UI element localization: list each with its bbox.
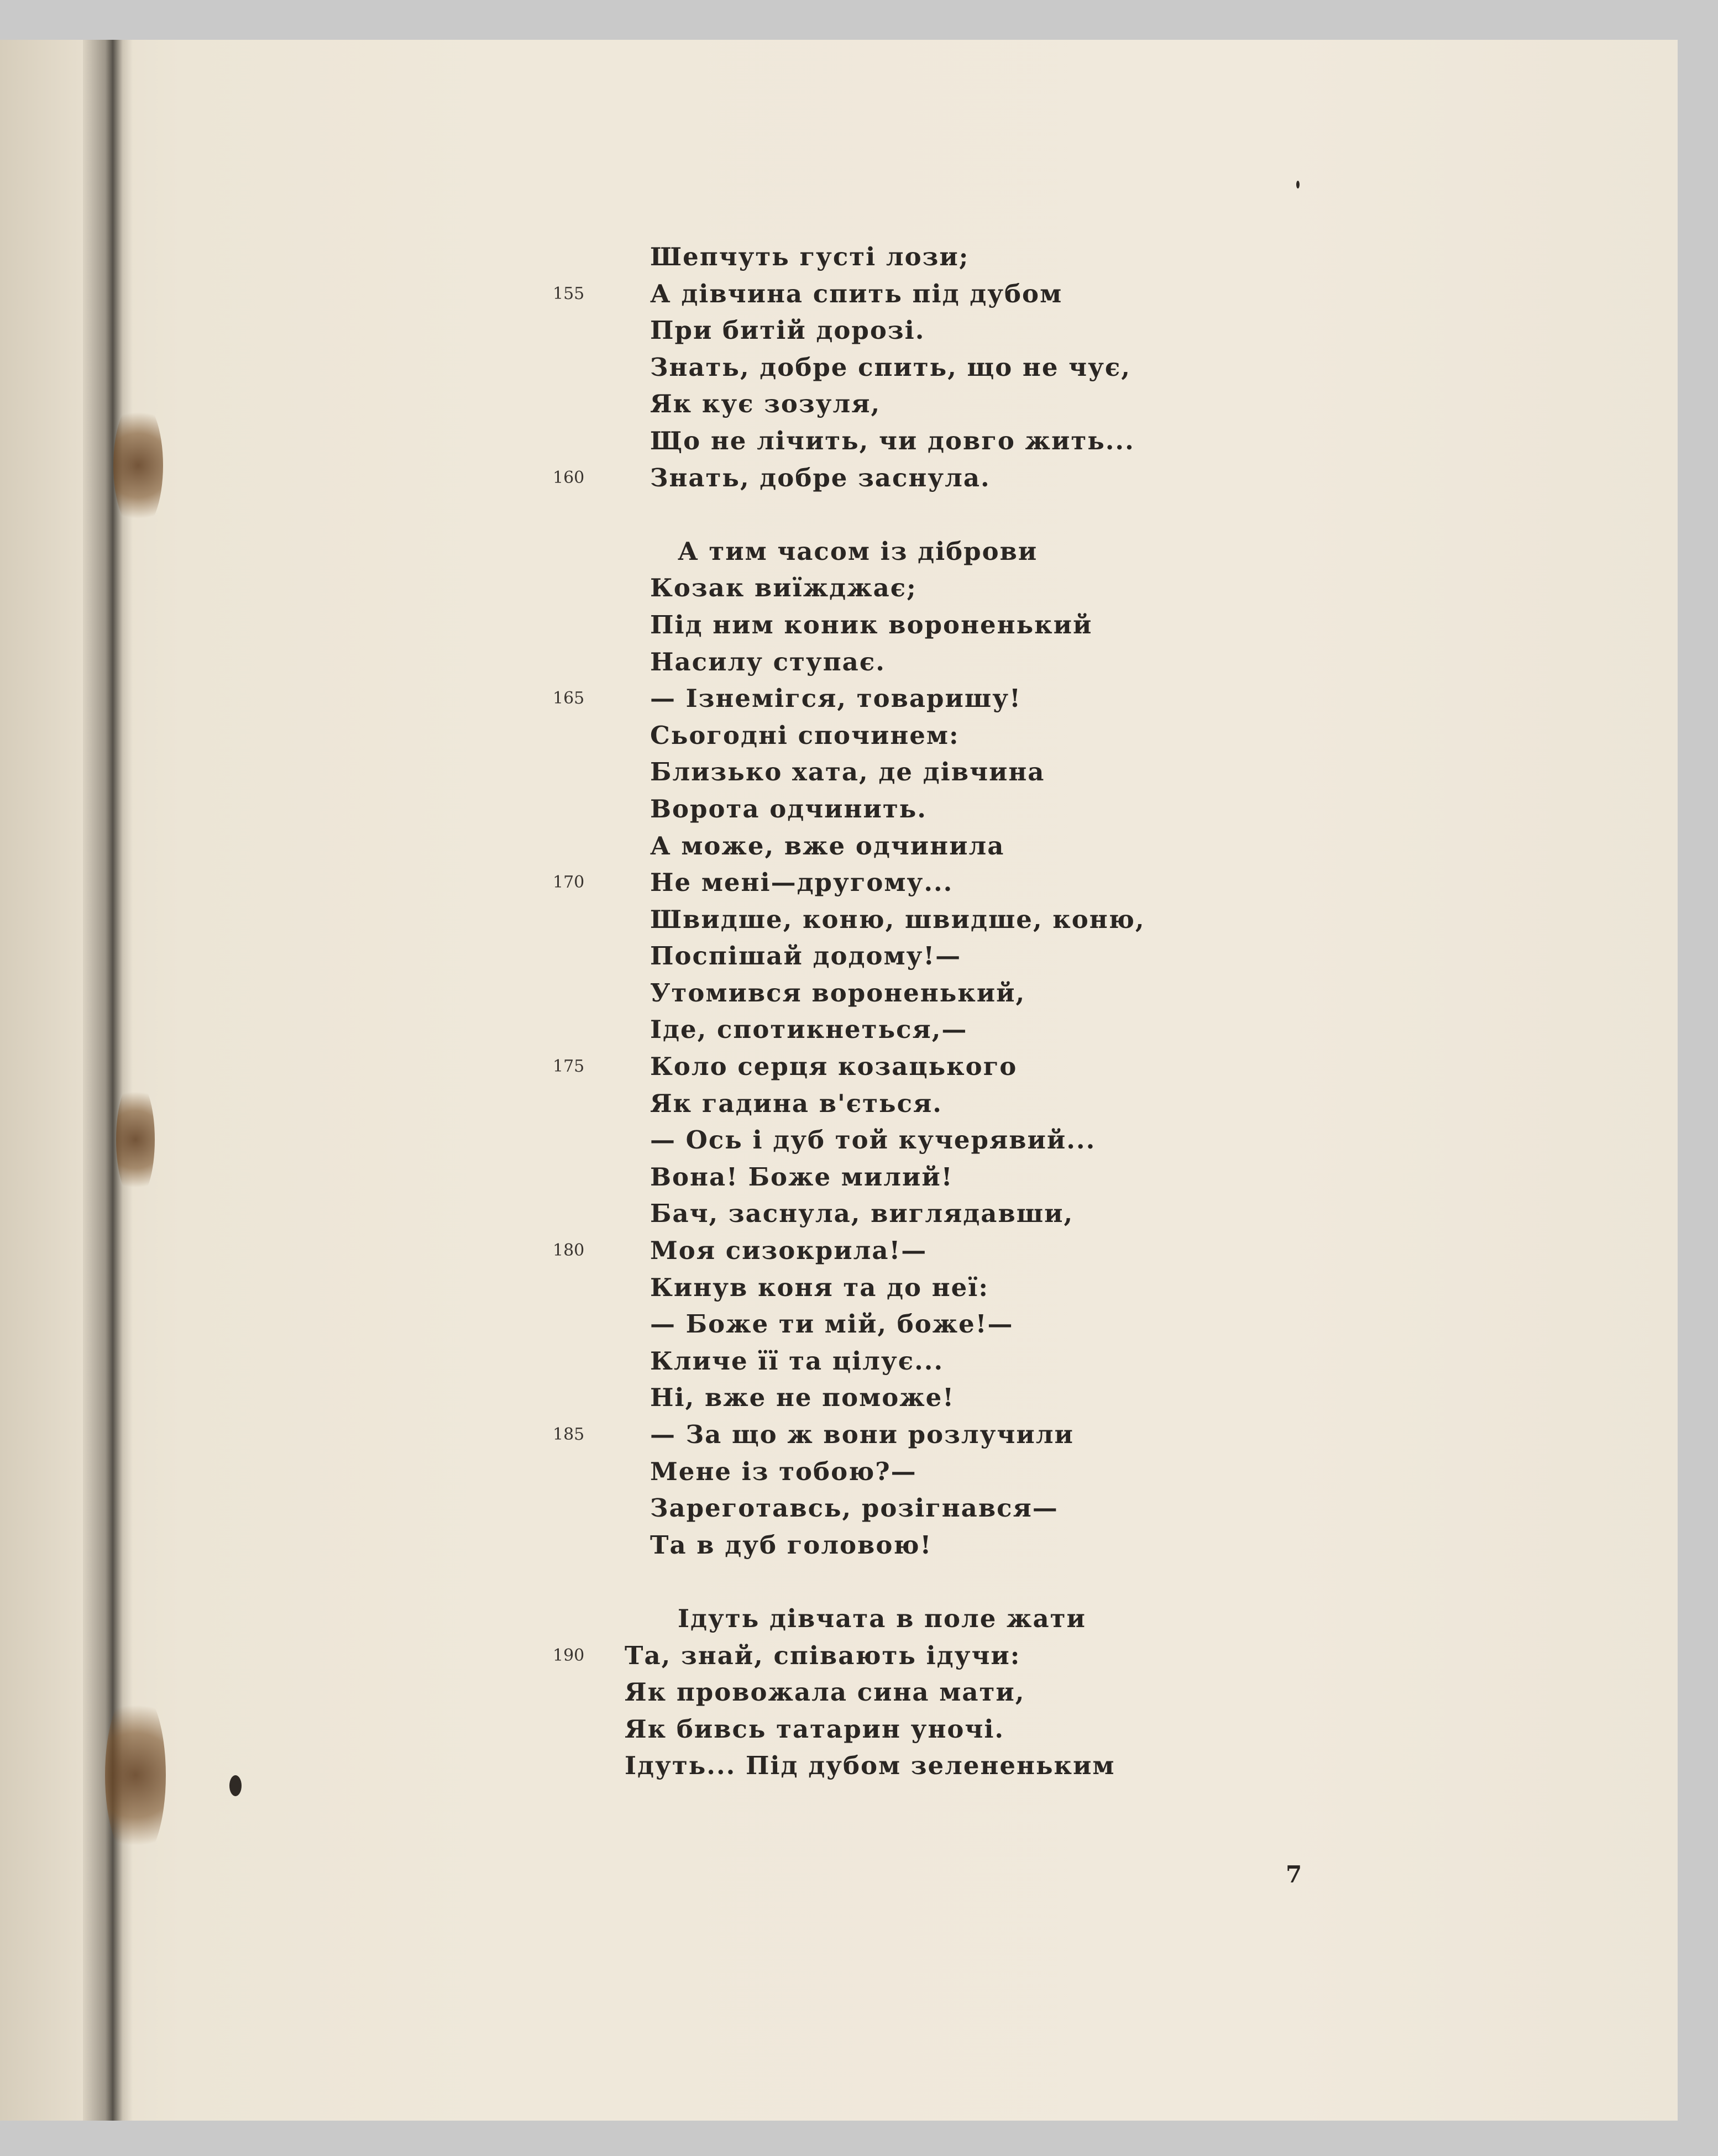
line-text: Ідуть дівчата в поле жати — [678, 1603, 1086, 1633]
poem-line — [553, 644, 1382, 681]
poem-line — [553, 423, 1382, 460]
line-text: Поспішай додому!— — [650, 941, 962, 971]
poem-line — [553, 680, 1382, 717]
poem-line — [553, 975, 1382, 1012]
line-number: 170 — [553, 873, 585, 893]
poem-line — [553, 239, 1382, 276]
line-text: Бач, заснула, виглядавши, — [650, 1199, 1074, 1229]
line-text: Зареготавсь, розігнався— — [650, 1493, 1059, 1523]
rust-stain-bottom — [105, 1687, 166, 1864]
stanza-break — [553, 1564, 1382, 1601]
line-text: Як провожала сина мати, — [625, 1677, 1025, 1707]
poem-line — [553, 1379, 1382, 1417]
poem-line — [553, 1417, 1382, 1454]
poem-line — [553, 1085, 1382, 1122]
poem-line — [553, 1048, 1382, 1085]
line-text: Ідуть... Під дубом зелененьким — [625, 1751, 1115, 1781]
poem-line — [553, 1270, 1382, 1307]
line-text: Не мені—другому... — [650, 868, 954, 898]
line-number: 190 — [553, 1645, 585, 1665]
poem-line — [553, 901, 1382, 938]
line-text: Шепчуть густі лози; — [650, 242, 970, 271]
poem-line — [553, 754, 1382, 791]
line-text: Кинув коня та до неї: — [650, 1272, 989, 1302]
line-number: 185 — [553, 1425, 585, 1444]
poem-line — [553, 607, 1382, 644]
line-text: Моя сизокрила!— — [650, 1236, 928, 1266]
poem-line — [553, 938, 1382, 975]
line-text: — Ізнемігся, товаришу! — [650, 684, 1022, 714]
line-text: Та, знай, співають ідучи: — [625, 1640, 1021, 1670]
line-text: А тим часом із діброви — [678, 536, 1038, 566]
line-text: Та в дуб головою! — [650, 1530, 933, 1560]
poem-line — [553, 276, 1382, 313]
line-text: Кличе її та цілує... — [650, 1346, 944, 1376]
poem-line — [553, 1748, 1382, 1785]
line-text: Коло серця козацького — [650, 1052, 1018, 1082]
poem-line — [553, 1638, 1382, 1675]
book-page — [0, 40, 1678, 2121]
line-number: 155 — [553, 284, 585, 303]
line-text: Насилу ступає. — [650, 647, 886, 676]
line-text: Козак виїжджає; — [650, 573, 917, 603]
poem-line — [553, 460, 1382, 497]
line-text: Знать, добре заснула. — [650, 463, 991, 492]
poem-text — [553, 239, 1382, 1785]
line-text: Швидше, коню, швидше, коню, — [650, 904, 1145, 934]
poem-line — [553, 570, 1382, 607]
poem-line — [553, 1674, 1382, 1711]
line-text: Як бивсь татарин уночі. — [625, 1714, 1005, 1744]
ink-speck — [229, 1775, 242, 1796]
line-text: Мене із тобою?— — [650, 1456, 917, 1486]
rust-stain-top — [113, 399, 163, 532]
poem-line — [553, 1195, 1382, 1232]
poem-line — [553, 386, 1382, 423]
line-number: 175 — [553, 1057, 585, 1077]
line-text: — Ось і дуб той кучерявий... — [650, 1125, 1096, 1155]
poem-line — [553, 533, 1382, 570]
poem-line — [553, 1527, 1382, 1564]
line-text: Вона! Боже милий! — [650, 1162, 954, 1192]
rust-stain-middle — [116, 1079, 155, 1200]
line-number: 180 — [553, 1241, 585, 1261]
line-text: Сьогодні спочинем: — [650, 720, 960, 750]
poem-line — [553, 864, 1382, 901]
line-text: — Боже ти мій, боже!— — [650, 1309, 1014, 1339]
line-text: А дівчина спить під дубом — [650, 279, 1063, 308]
line-number: 160 — [553, 468, 585, 487]
poem-line — [553, 1711, 1382, 1748]
line-text: Під ним коник вороненький — [650, 610, 1093, 639]
stanza-break — [553, 496, 1382, 533]
line-text: — За що ж вони розлучили — [650, 1420, 1074, 1449]
poem-line — [553, 828, 1382, 865]
ink-speck-small — [1296, 181, 1300, 188]
line-text: Як гадина в'ється. — [650, 1088, 942, 1118]
poem-line — [553, 1343, 1382, 1380]
line-text: Що не лічить, чи довго жить... — [650, 426, 1135, 455]
page-number: 7 — [1286, 1861, 1302, 1888]
poem-line — [553, 717, 1382, 754]
line-text: Ворота одчинить. — [650, 794, 927, 823]
line-number: 165 — [553, 689, 585, 709]
poem-line — [553, 349, 1382, 386]
line-text: Знать, добре спить, що не чує, — [650, 352, 1131, 382]
poem-line — [553, 791, 1382, 828]
line-text: А може, вже одчинила — [650, 831, 1005, 861]
poem-line — [553, 312, 1382, 349]
poem-line — [553, 1122, 1382, 1159]
line-text: Утомився вороненький, — [650, 978, 1026, 1008]
line-text: Як кує зозуля, — [650, 389, 881, 419]
line-text: Ні, вже не поможе! — [650, 1383, 955, 1413]
poem-line — [553, 1490, 1382, 1527]
poem-line — [553, 1306, 1382, 1343]
poem-line — [553, 1159, 1382, 1196]
poem-line — [553, 1011, 1382, 1048]
poem-line — [553, 1232, 1382, 1270]
line-text: При битій дорозі. — [650, 316, 925, 345]
poem-line — [553, 1601, 1382, 1638]
poem-line — [553, 1454, 1382, 1491]
line-text: Іде, спотикнеться,— — [650, 1015, 968, 1045]
line-text: Близько хата, де дівчина — [650, 757, 1045, 787]
